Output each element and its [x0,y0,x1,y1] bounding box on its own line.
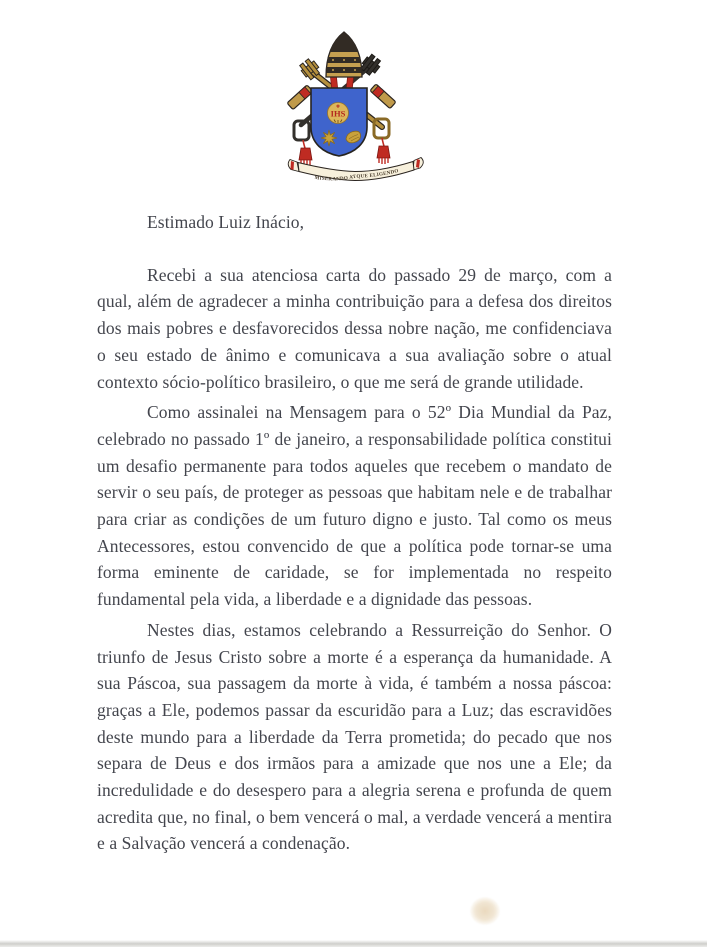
papal-coat-of-arms-graphic [283,25,428,190]
right-tassel-icon [377,146,390,164]
scan-smudge-artifact [470,897,500,925]
letter-paragraph-3: Nestes dias, estamos celebrando a Ressurreição do Senhor. O triunfo de Jesus Cristo sobre a morte é a esperança da humanidade. A sua Páscoa, sua passagem da morte à vida, é também a nossa páscoa: graças a Ele, podemos passar da escuridão para a Luz; das escravidões deste mundo para a liberdade da Terra prometida; do pecado que nos separa de Deus e dos irmãos para a amizade que nos une a Ele; da incredulidade e do desespero para a alegria serena e profunda de quem acredita que, no final, o bem vencerá o mal, a verdade vencerá a mentira e a Salvação vencerá a condenação. [97,619,612,854]
ihs-monogram: IHS [330,108,346,119]
letter-paragraph-1: Recebi a sua atenciosa carta do passado 29 de março, com a qual, além de agradecer a minha contribuição para a defesa dos direitos dos mais pobres e desfavorecidos dessa nobre nação, me confidenciava o seu estado de ânimo e comunicava a sua avaliação sobre o atual contexto sócio-político brasileiro, o que me será de grande utilidade. [97,264,612,392]
motto-text: MISERANDO ATQUE ELIGENDO [314,168,400,183]
eight-pointed-star-icon [321,130,337,146]
salutation: Estimado Luiz Inácio, [147,212,305,232]
papal-coat-of-arms [283,25,428,190]
motto-banner [288,158,423,183]
page-bottom-scan-edge [0,940,707,947]
letter-body [97,209,612,861]
letter-paragraph-2: Como assinalei na Mensagem para o 52º Dia Mundial da Paz, celebrado no passado 1º de janeiro, a responsabilidade política constitui um desafio permanente para todos aqueles que recebem o mandato de servir o seu país, de proteger as pessoas que habitam nele e de trabalhar para criar as condições de um futuro digno e justo. Tal como os meus Antecessores, estou convencido de que a política pode tornar-se uma forma eminente de caridade, se for implementada no respeito fundamental pela vida, a liberdade e a dignidade das pessoas. [97,402,612,610]
mitre-icon [326,32,362,77]
ihs-sun-emblem [328,103,349,124]
